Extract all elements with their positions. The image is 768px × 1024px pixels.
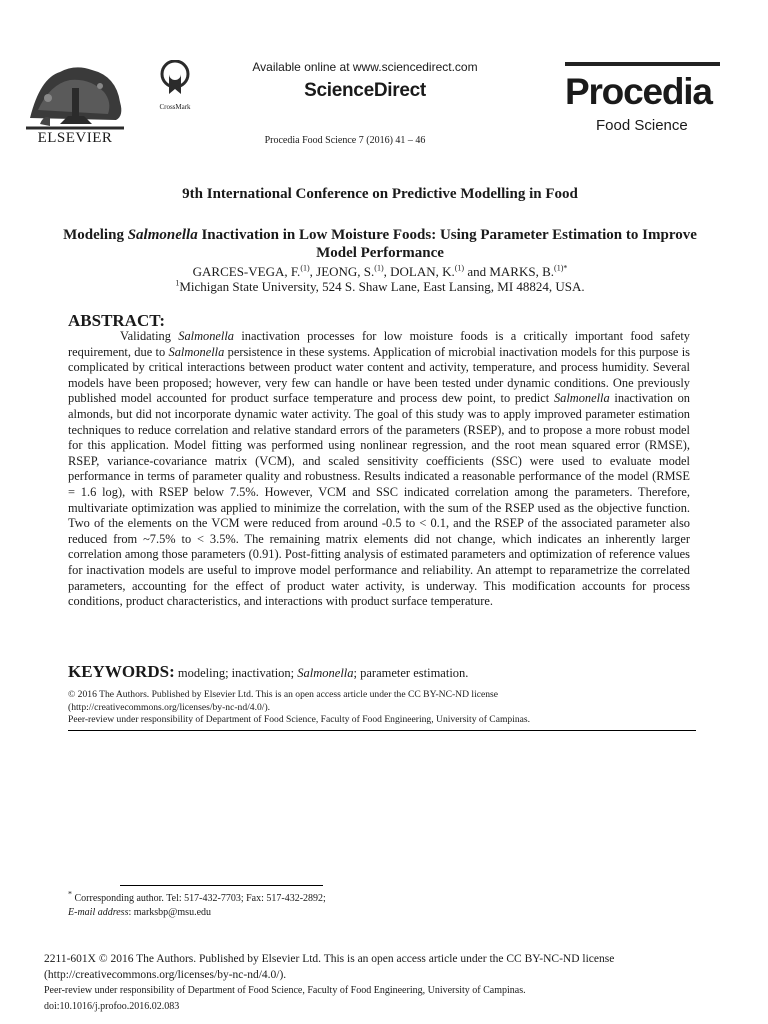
keywords-text: ; parameter estimation. bbox=[353, 666, 469, 680]
food-science-subtitle: Food Science bbox=[596, 117, 688, 134]
affiliation-text: Michigan State University, 524 S. Shaw Lane, East Lansing, MI 48824, USA. bbox=[179, 279, 585, 294]
license-link[interactable]: (http://creativecommons.org/licenses/by-nc-nd/4.0/). bbox=[68, 701, 271, 713]
license-block bbox=[68, 689, 698, 727]
doi-line[interactable]: doi:10.1016/j.profoo.2016.02.083 bbox=[44, 1000, 180, 1012]
affiliation bbox=[60, 279, 700, 295]
license-link[interactable]: (http://creativecommons.org/licenses/by-nc-nd/4.0/). bbox=[44, 968, 287, 981]
author-list bbox=[60, 264, 700, 280]
footnote bbox=[68, 889, 688, 920]
abstract-text: persistence in these systems. Application of microbial inactivation models for this purpose is complicated by critical interactions between product water content and activity, temperature, and process humidity. Several models have been proposed; however, very few can handle or have been tested under dynamic conditions. One previously published model accounted for product surface temperature and process dew point, to predict bbox=[68, 344, 691, 406]
crossmark-label: CrossMark bbox=[159, 103, 191, 111]
title-text: Inactivation in Low Moisture Foods: Using Parameter Estimation to Improve Model Performance bbox=[197, 227, 697, 261]
corresponding-text: Corresponding author. Tel: 517-432-7703; Fax: 517-432-2892; bbox=[72, 893, 326, 904]
procedia-rule bbox=[565, 62, 720, 66]
abstract-text: Validating bbox=[120, 329, 179, 343]
keywords-italic: Salmonella bbox=[297, 666, 354, 680]
author-affil-mark: (1)* bbox=[554, 263, 568, 273]
email-line bbox=[68, 906, 688, 920]
available-online-text: Available online at www.sciencedirect.com bbox=[252, 60, 478, 74]
license-line: © 2016 The Authors. Published by Elsevier Ltd. This is an open access article under the CC BY-NC-ND license bbox=[68, 689, 499, 700]
author: and MARKS, B. bbox=[464, 264, 555, 279]
conference-title: 9th International Conference on Predictive Modelling in Food bbox=[182, 186, 578, 202]
peer-review-line: Peer-review under responsibility of Department of Food Science, Faculty of Food Engineering, University of Campinas. bbox=[68, 714, 531, 725]
abstract-body bbox=[68, 329, 690, 610]
paper-title bbox=[60, 226, 700, 262]
bottom-license bbox=[44, 952, 734, 1014]
author-affil-mark: (1) bbox=[454, 263, 465, 273]
abstract-italic: Salmonella bbox=[168, 344, 225, 359]
issn-line: 2211-601X © 2016 The Authors. Published by Elsevier Ltd. This is an open access article under the CC BY-NC-ND license bbox=[44, 953, 615, 965]
abstract-italic: Salmonella bbox=[553, 391, 610, 406]
elsevier-wordmark: ELSEVIER bbox=[37, 130, 113, 146]
abstract-text: inactivation processes for low moisture foods is a critically important food safety requirement, due to bbox=[68, 329, 690, 359]
email-label: E-mail address bbox=[68, 907, 129, 918]
footnote-mark: * bbox=[68, 889, 72, 899]
abstract-text: inactivation on almonds, but did not incorporate dynamic water activity. The goal of this study was to apply improved parameter estimation techniques to reduce correlation and relative standard errors of the parameters (RSEP), and to propose a more robust model for this application. Model fitting was performed using nonlinear regression, and the root mean squared error (RMSE), RSEP, variance-covariance matrix (VCM), and scaled sensitivity coefficients (SSC) were used to evaluate model performance in terms of parameter quality and robustness. Results indicated a reasonable performance of the model (RMSE = 1.6 log), with RSEP below 7.5%. However, VCM and SSC indicated correlation among the parameters. Therefore, multivariate optimization was applied to minimize the correlation, with the sum of the RSEP used as the objective function. Two of the elements on the VCM were reduced from around -0.5 to < 0.1, and the RSEP of the associated parameter also reduced from ~7.5% to < 3.5%. The remaining matrix elements did not change, which indicates an inherently larger correlation among those parameters (0.91). Post-fitting analysis of estimated parameters and optimization of reference values for inactivation models are useful to improve model performance and reliability. An attempt to reparametrize the correlated parameters, accounting for the effect of product water activity, is underway. This modification accounts for process conditions, product characteristics, and interactions with product surface temperature. bbox=[68, 391, 690, 609]
affiliation-mark: 1 bbox=[175, 278, 180, 288]
corresponding-author bbox=[68, 889, 688, 906]
title-text: Modeling bbox=[63, 227, 128, 243]
crossmark-icon bbox=[160, 60, 190, 96]
peer-review-line: Peer-review under responsibility of Department of Food Science, Faculty of Food Engineering, University of Campinas. bbox=[44, 985, 526, 996]
keywords-line bbox=[68, 662, 708, 682]
keywords-text: modeling; inactivation; bbox=[174, 666, 298, 680]
author-affil-mark: (1) bbox=[374, 263, 384, 273]
abstract-heading: ABSTRACT: bbox=[68, 311, 165, 330]
journal-reference: Procedia Food Science 7 (2016) 41 – 46 bbox=[264, 135, 426, 146]
title-italic: Salmonella bbox=[127, 227, 198, 243]
keywords-label: KEYWORDS: bbox=[68, 662, 175, 681]
sciencedirect-wordmark: ScienceDirect bbox=[304, 80, 426, 101]
author: , JEONG, S. bbox=[309, 264, 375, 279]
email-address[interactable]: : marksbp@msu.edu bbox=[128, 907, 212, 918]
author: GARCES-VEGA, F. bbox=[192, 264, 301, 279]
procedia-wordmark: Procedia bbox=[565, 71, 712, 112]
abstract-paragraph bbox=[68, 329, 690, 610]
author-affil-mark: (1) bbox=[300, 263, 310, 273]
license-divider bbox=[68, 730, 696, 731]
abstract-italic: Salmonella bbox=[178, 329, 235, 343]
footnote-divider bbox=[120, 885, 323, 886]
crossmark-badge[interactable] bbox=[152, 60, 198, 111]
author: , DOLAN, K. bbox=[383, 264, 455, 279]
